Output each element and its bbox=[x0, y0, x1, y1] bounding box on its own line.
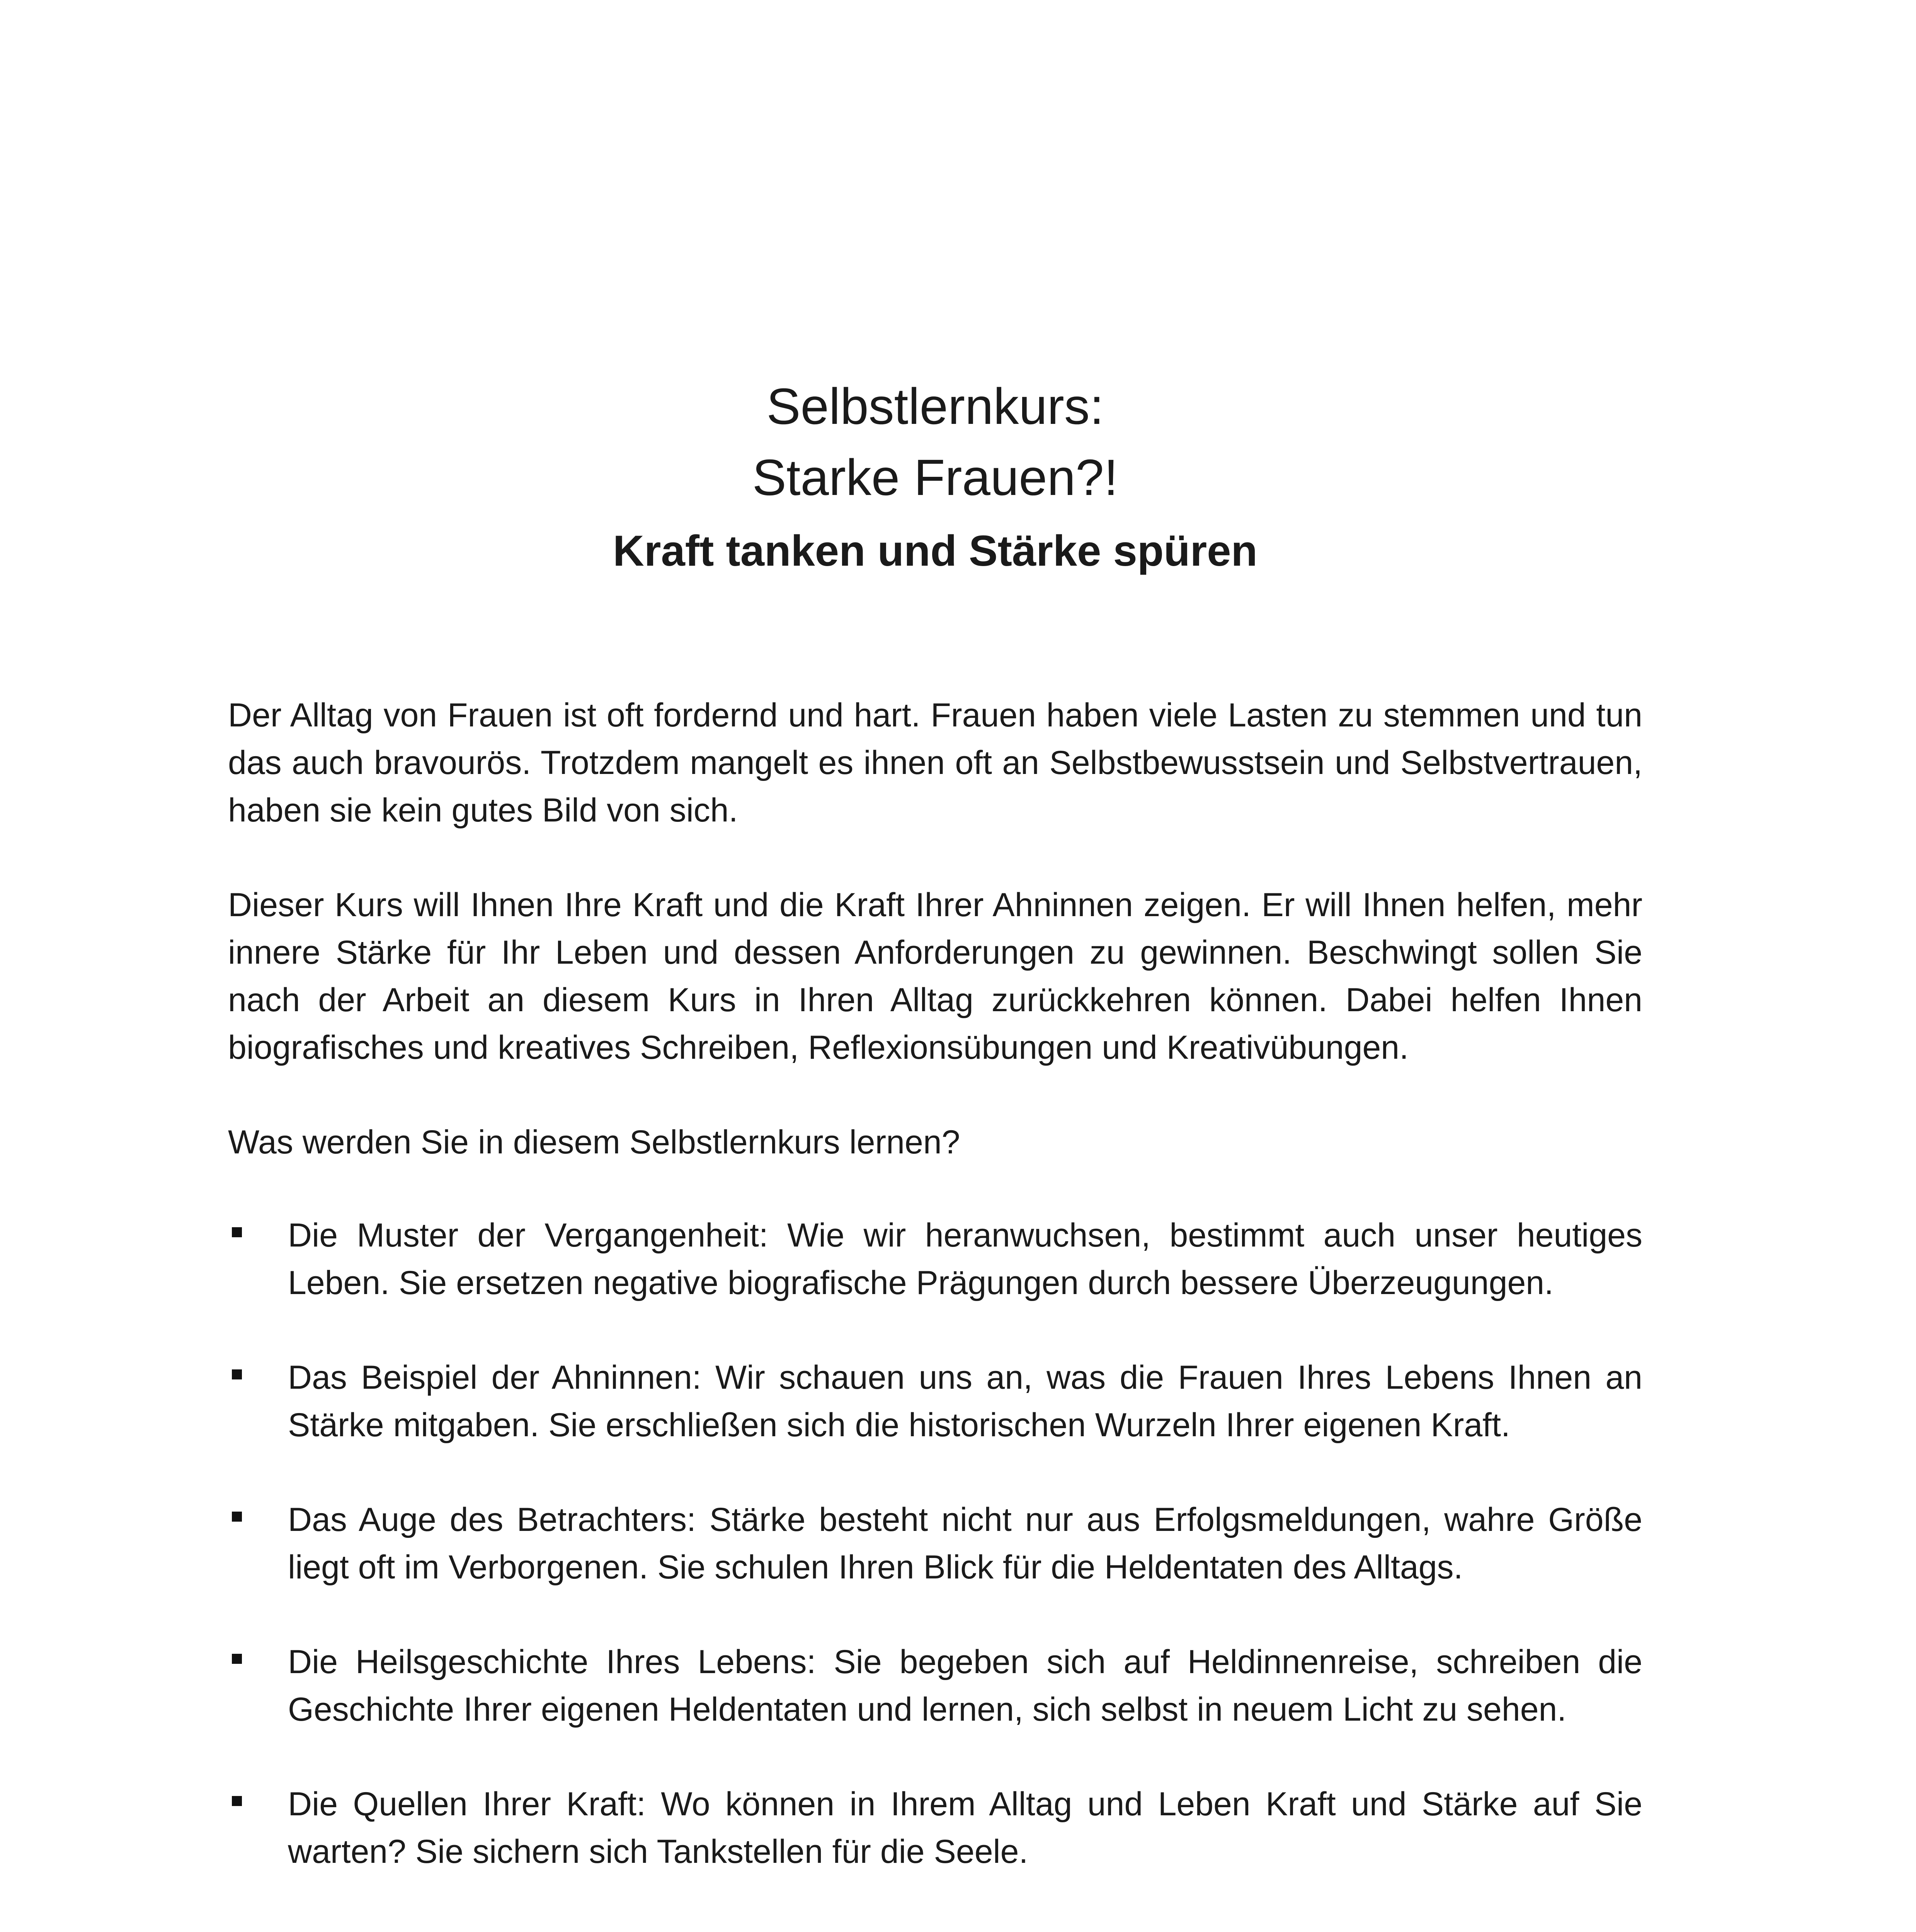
list-item bbox=[228, 1638, 1642, 1733]
list-item-text: Die Quellen Ihrer Kraft: Wo können in Ihrem Alltag und Leben Kraft und Stärke auf Sie warten? Sie sichern sich Tankstellen für die Seele. bbox=[288, 1786, 1642, 1870]
list-item bbox=[228, 1212, 1642, 1307]
list-item-text: Das Auge des Betrachters: Stärke besteht nicht nur aus Erfolgsmeldungen, wahre Größe liegt oft im Verborgenen. Sie schulen Ihren Blick für die Heldentaten des Alltags. bbox=[288, 1501, 1642, 1586]
page-title-line-1: Selbstlernkurs: bbox=[766, 378, 1104, 435]
list-item-text: Die Heilsgeschichte Ihres Lebens: Sie begeben sich auf Heldinnenreise, schreiben die Geschichte Ihrer eigenen Heldentaten und lernen, sich selbst in neuem Licht zu sehen. bbox=[288, 1643, 1642, 1728]
intro-paragraph-1: Der Alltag von Frauen ist oft fordernd und hart. Frauen haben viele Lasten zu stemmen und tun das auch bravourös. Trotzdem mangelt es ihnen oft an Selbstbewusstsein und Selbstvertrauen, haben sie kein gutes Bild von sich. bbox=[228, 697, 1642, 829]
learning-goals-list bbox=[228, 1212, 1642, 1876]
page-subtitle: Kraft tanken und Stärke spüren bbox=[613, 527, 1257, 575]
list-item-text: Das Beispiel der Ahninnen: Wir schauen uns an, was die Frauen Ihres Lebens Ihnen an Stärke mitgaben. Sie erschließen sich die historischen Wurzeln Ihrer eigenen Kraft. bbox=[288, 1359, 1642, 1444]
list-item bbox=[228, 1496, 1642, 1591]
content-body bbox=[228, 692, 1642, 1923]
title-block bbox=[228, 371, 1642, 618]
list-item bbox=[228, 1354, 1642, 1449]
square-bullet-icon bbox=[232, 1654, 242, 1664]
square-bullet-icon bbox=[232, 1369, 242, 1379]
page-title-line-2: Starke Frauen?! bbox=[752, 449, 1118, 506]
list-item-text: Die Muster der Vergangenheit: Wie wir heranwuchsen, bestimmt auch unser heutiges Leben. Sie ersetzen negative biografische Prägungen durch bessere Überzeugungen. bbox=[288, 1217, 1642, 1301]
intro-paragraph-2: Dieser Kurs will Ihnen Ihre Kraft und die Kraft Ihrer Ahninnen zeigen. Er will Ihnen helfen, mehr innere Stärke für Ihr Leben und dessen Anforderungen zu gewinnen. Beschwingt sollen Sie nach der Arbeit an diesem Kurs in Ihren Alltag zurückkehren können. Dabei helfen Ihnen biografisches und kreatives Schreiben, Reflexionsübungen und Kreativübungen. bbox=[228, 886, 1642, 1066]
list-item bbox=[228, 1781, 1642, 1876]
learning-question: Was werden Sie in diesem Selbstlernkurs lernen? bbox=[228, 1124, 960, 1161]
square-bullet-icon bbox=[232, 1512, 242, 1522]
square-bullet-icon bbox=[232, 1796, 242, 1806]
square-bullet-icon bbox=[232, 1227, 242, 1237]
